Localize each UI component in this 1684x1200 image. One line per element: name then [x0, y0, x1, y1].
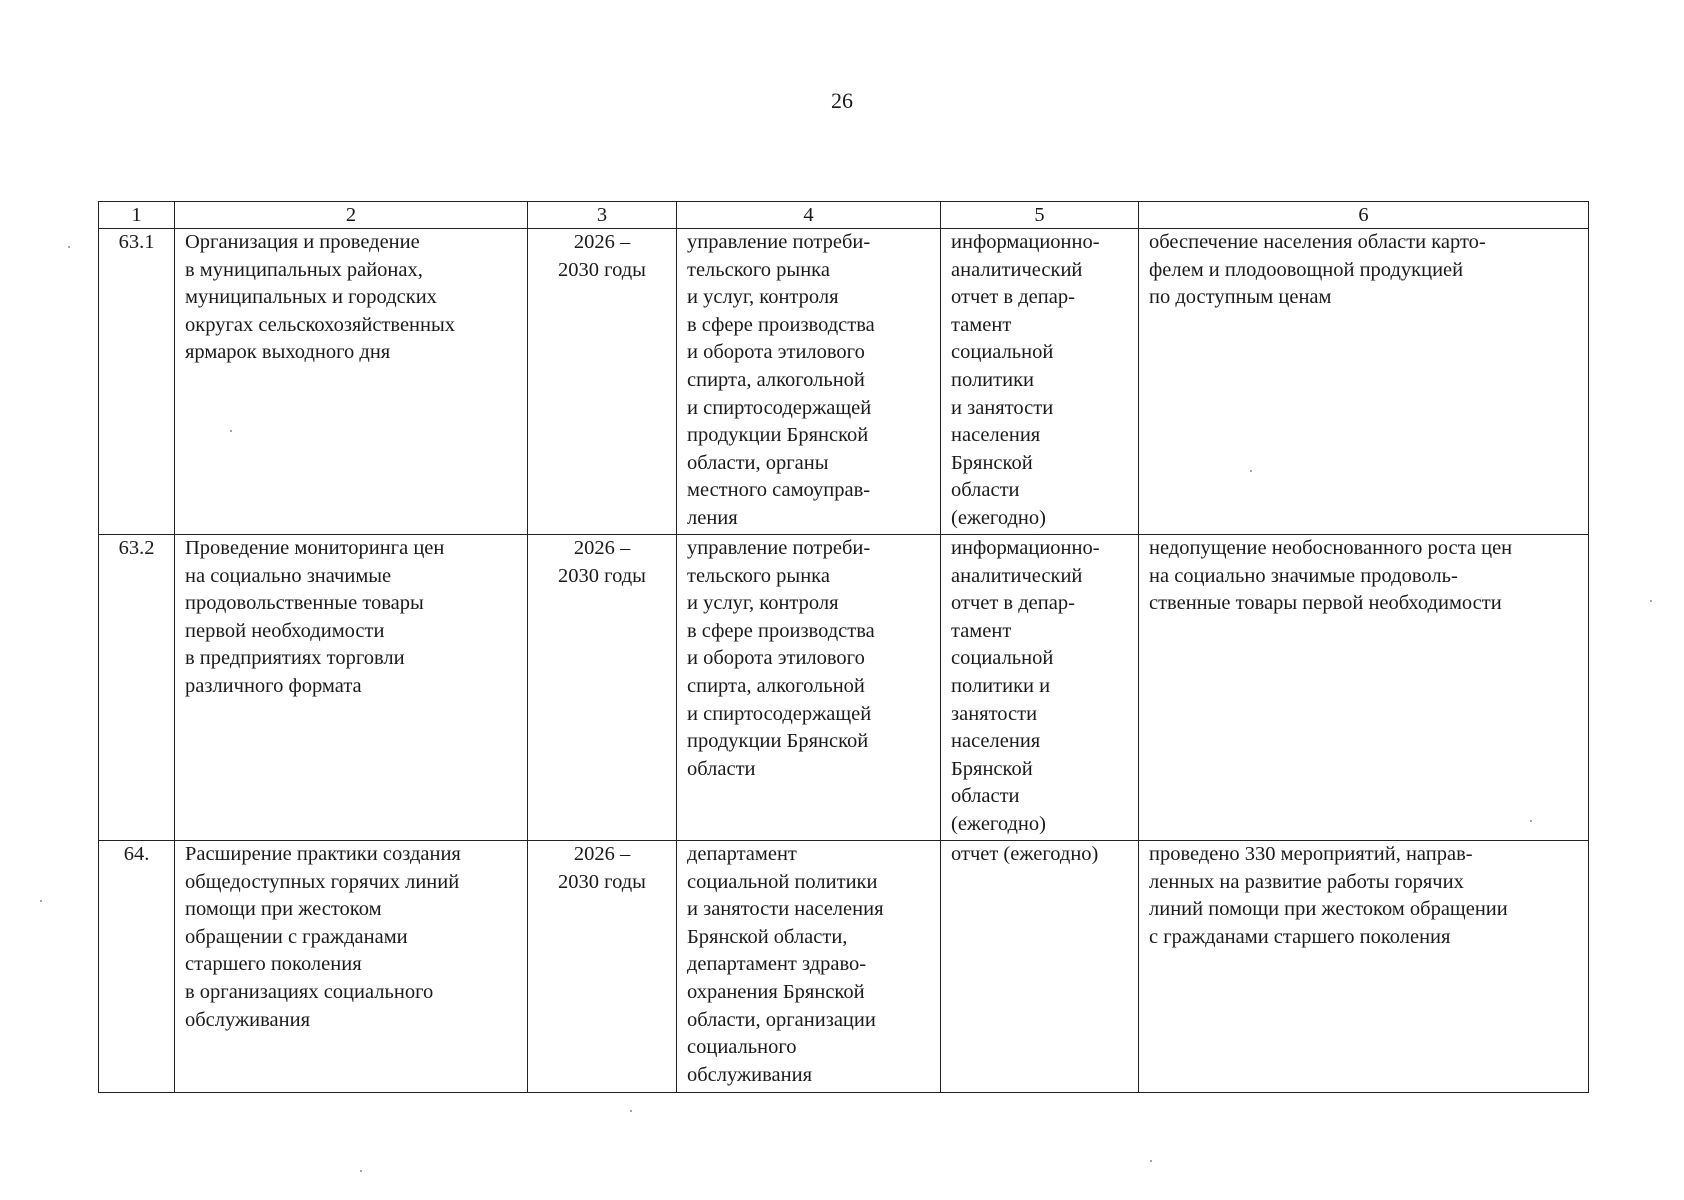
header-cell-1: 1: [99, 202, 175, 229]
responsible-cell: управление потреби- тельского рынка и услуг, контроля в сфере производства и оборота этилового спирта, алкогольной и спиртосодержащей продукции Брянской области, органы местного самоуправ- ления: [677, 229, 941, 535]
scan-speck: [40, 900, 42, 902]
result-cell: недопущение необоснованного роста цен на социально значимые продоволь- ственные товары первой необходимости: [1139, 535, 1589, 841]
report-cell: отчет (ежегодно): [941, 841, 1139, 1093]
scan-speck: [68, 246, 70, 248]
activity-cell: Расширение практики создания общедоступных горячих линий помощи при жестоком обращении с гражданами старшего поколения в организациях социального обслуживания: [175, 841, 528, 1093]
activity-cell: Организация и проведение в муниципальных районах, муниципальных и городских округах сельскохозяйственных ярмарок выходного дня: [175, 229, 528, 535]
header-cell-4: 4: [677, 202, 941, 229]
header-cell-6: 6: [1139, 202, 1589, 229]
report-cell: информационно- аналитический отчет в депар- тамент социальной политики и занятости населения Брянской области (ежегодно): [941, 535, 1139, 841]
result-cell: обеспечение населения области карто- фелем и плодоовощной продукцией по доступным ценам: [1139, 229, 1589, 535]
header-cell-3: 3: [528, 202, 677, 229]
page-number: 26: [831, 88, 853, 113]
scan-speck: [1150, 1160, 1152, 1162]
period-cell: 2026 – 2030 годы: [528, 841, 677, 1093]
period-cell: 2026 – 2030 годы: [528, 535, 677, 841]
activity-cell: Проведение мониторинга цен на социально значимые продовольственные товары первой необходимости в предприятиях торговли различного формата: [175, 535, 528, 841]
row-number: 64.: [99, 841, 175, 1093]
scan-speck: [1250, 470, 1252, 472]
measures-table: [98, 201, 1589, 1093]
row-number: 63.2: [99, 535, 175, 841]
report-cell: информационно- аналитический отчет в депар- тамент социальной политики и занятости населения Брянской области (ежегодно): [941, 229, 1139, 535]
scan-speck: [230, 430, 232, 432]
table-row: [99, 841, 1589, 1093]
scan-speck: [1530, 820, 1532, 822]
table-row: [99, 229, 1589, 535]
header-cell-5: 5: [941, 202, 1139, 229]
scan-speck: [1650, 600, 1652, 602]
table-header-row: [99, 202, 1589, 229]
responsible-cell: управление потреби- тельского рынка и услуг, контроля в сфере производства и оборота этилового спирта, алкогольной и спиртосодержащей продукции Брянской области: [677, 535, 941, 841]
responsible-cell: департамент социальной политики и занятости населения Брянской области, департамент здраво- охранения Брянской области, организации социального обслуживания: [677, 841, 941, 1093]
scan-speck: [360, 1170, 362, 1172]
period-cell: 2026 – 2030 годы: [528, 229, 677, 535]
table-row: [99, 535, 1589, 841]
header-cell-2: 2: [175, 202, 528, 229]
row-number: 63.1: [99, 229, 175, 535]
result-cell: проведено 330 мероприятий, направ- ленных на развитие работы горячих линий помощи при жестоком обращении с гражданами старшего поколения: [1139, 841, 1589, 1093]
scan-speck: [630, 1110, 632, 1112]
